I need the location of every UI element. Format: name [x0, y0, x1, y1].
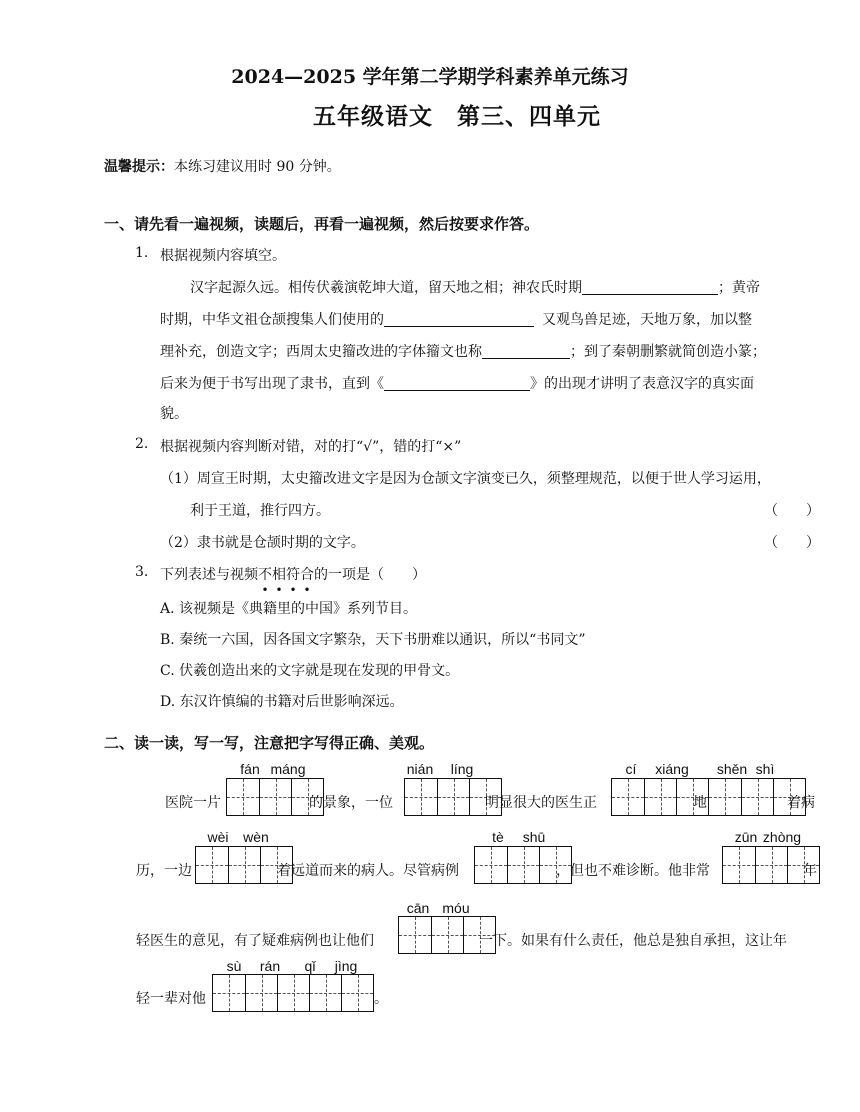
pinyin: shì — [755, 761, 775, 777]
q3-option-a: A. 该视频是《典籍里的中国》系列节目。 — [160, 601, 418, 617]
q1-line5: 貌。 — [160, 406, 188, 422]
units-subtitle: 第三、四单元 — [457, 103, 601, 130]
pinyin: máng — [270, 761, 306, 777]
q1-blank-4[interactable] — [384, 374, 530, 391]
pinyin: jìng — [334, 958, 358, 974]
s2-text: 年 — [803, 863, 817, 879]
q1-line1 — [190, 277, 760, 297]
tip-line — [104, 156, 341, 176]
pinyin: cí — [625, 761, 637, 777]
q3-prompt — [160, 564, 426, 584]
q3-option-b: B. 秦统一六国，因各国文字繁杂，天下书册难以通识，所以“书同文” — [160, 632, 586, 648]
pinyin: tè — [492, 829, 504, 845]
s2-text: ，但也不难诊断。他非常 — [556, 863, 710, 879]
q2-item1-line2: 利于王道，推行四方。 — [190, 503, 330, 519]
q1-blank-3[interactable] — [482, 342, 570, 359]
q1-line3 — [160, 341, 766, 361]
page-title: 2024—2025 学年第二学期学科素养单元练习 — [231, 66, 629, 88]
pinyin: wèi — [207, 829, 229, 845]
s2-text: 着远道而来的病人。尽管病例 — [277, 863, 459, 879]
tip-text: 本练习建议用时 90 分钟。 — [174, 159, 341, 175]
q1-line1-text-b: ；黄帝 — [718, 280, 760, 296]
pinyin: wèn — [243, 829, 269, 845]
q1-label: 1. — [135, 245, 149, 261]
q1-line2-text-a: 时期，中华文祖仓颉搜集人们使用的 — [160, 312, 384, 328]
s2-text: 地 — [693, 795, 707, 811]
q2-item1-answer-paren[interactable]: （ ） — [764, 503, 820, 519]
q3-emph-char: 符 — [286, 567, 300, 583]
q3-label: 3. — [135, 564, 149, 580]
q1-blank-1[interactable] — [582, 278, 718, 295]
section1-heading: 一、请先看一遍视频，读题后，再看一遍视频，然后按要求作答。 — [104, 215, 540, 233]
q3-prompt-text-b: 的一项是（ ） — [314, 567, 426, 583]
q3-prompt-text-a: 下列表述与视频 — [160, 567, 258, 583]
writing-grid-suranqijing[interactable] — [212, 974, 374, 1012]
q2-prompt: 根据视频内容判断对错，对的打“√”，错的打“×” — [160, 439, 462, 455]
q1-line4-text-b: 》的出现才讲明了表意汉字的真实面 — [530, 376, 754, 392]
s2-text: 轻医生的意见，有了疑难病例也让他们 — [136, 933, 374, 949]
q2-item2: （2）隶书就是仓颉时期的文字。 — [160, 535, 365, 551]
pinyin: fán — [240, 761, 260, 777]
q3-emph-char: 合 — [300, 567, 314, 583]
pinyin: nián — [406, 761, 434, 777]
s2-text: 着病 — [787, 795, 815, 811]
s2-text: 。 — [374, 991, 388, 1007]
section2-heading: 二、读一读，写一写，注意把字写得正确、美观。 — [104, 734, 435, 752]
q1-line3-text-a: 理补充，创造文字；西周太史籀改进的字体籀文也称 — [160, 344, 482, 360]
q3-option-d: D. 东汉许慎编的书籍对后世影响深远。 — [160, 694, 404, 710]
q1-line2-text-b: 又观鸟兽足迹，天地万象，加以整 — [542, 312, 752, 328]
q3-emph-char: 不 — [258, 567, 272, 583]
pinyin: líng — [450, 761, 474, 777]
pinyin: sù — [226, 958, 242, 974]
pinyin: rán — [259, 958, 281, 974]
q2-item2-answer-paren[interactable]: （ ） — [764, 535, 820, 551]
q1-blank-2[interactable] — [384, 310, 534, 327]
s2-text: 历，一边 — [136, 863, 192, 879]
s2-text: 的景象，一位 — [309, 795, 393, 811]
q1-prompt: 根据视频内容填空。 — [160, 248, 286, 264]
grade-subtitle: 五年级语文 — [313, 103, 433, 130]
pinyin: móu — [442, 900, 470, 916]
s2-text: 一下。如果有什么责任，他总是独自承担，这让年 — [479, 933, 787, 949]
q1-line2 — [160, 309, 752, 329]
s2-text: 轻一辈对他 — [136, 991, 206, 1007]
s2-text: 医院一片 — [165, 795, 221, 811]
q1-line3-text-b: ；到了秦朝删繁就简创造小篆； — [570, 344, 766, 360]
q3-emph-char: 相 — [272, 567, 286, 583]
pinyin: shěn — [716, 761, 748, 777]
q1-line1-text-a: 汉字起源久远。相传伏羲演乾坤大道，留天地之相；神农氏时期 — [190, 280, 582, 296]
q1-line4-text-a: 后来为便于书写出现了隶书，直到《 — [160, 376, 384, 392]
tip-label: 温馨提示： — [104, 159, 174, 175]
s2-text: 明显很大的医生正 — [485, 795, 597, 811]
q3-option-c: C. 伏羲创造出来的文字就是现在发现的甲骨文。 — [160, 663, 460, 679]
pinyin: shū — [522, 829, 546, 845]
pinyin: cān — [406, 900, 430, 916]
q2-label: 2. — [135, 436, 149, 452]
pinyin: xiáng — [655, 761, 689, 777]
pinyin: zūn — [734, 829, 758, 845]
q2-item1-line1: （1）周宣王时期，太史籀改进文字是因为仓颉文字演变已久，须整理规范，以便于世人学习运用， — [160, 471, 771, 487]
pinyin: zhòng — [762, 829, 802, 845]
q1-line4 — [160, 373, 754, 393]
pinyin: qǐ — [304, 958, 316, 974]
